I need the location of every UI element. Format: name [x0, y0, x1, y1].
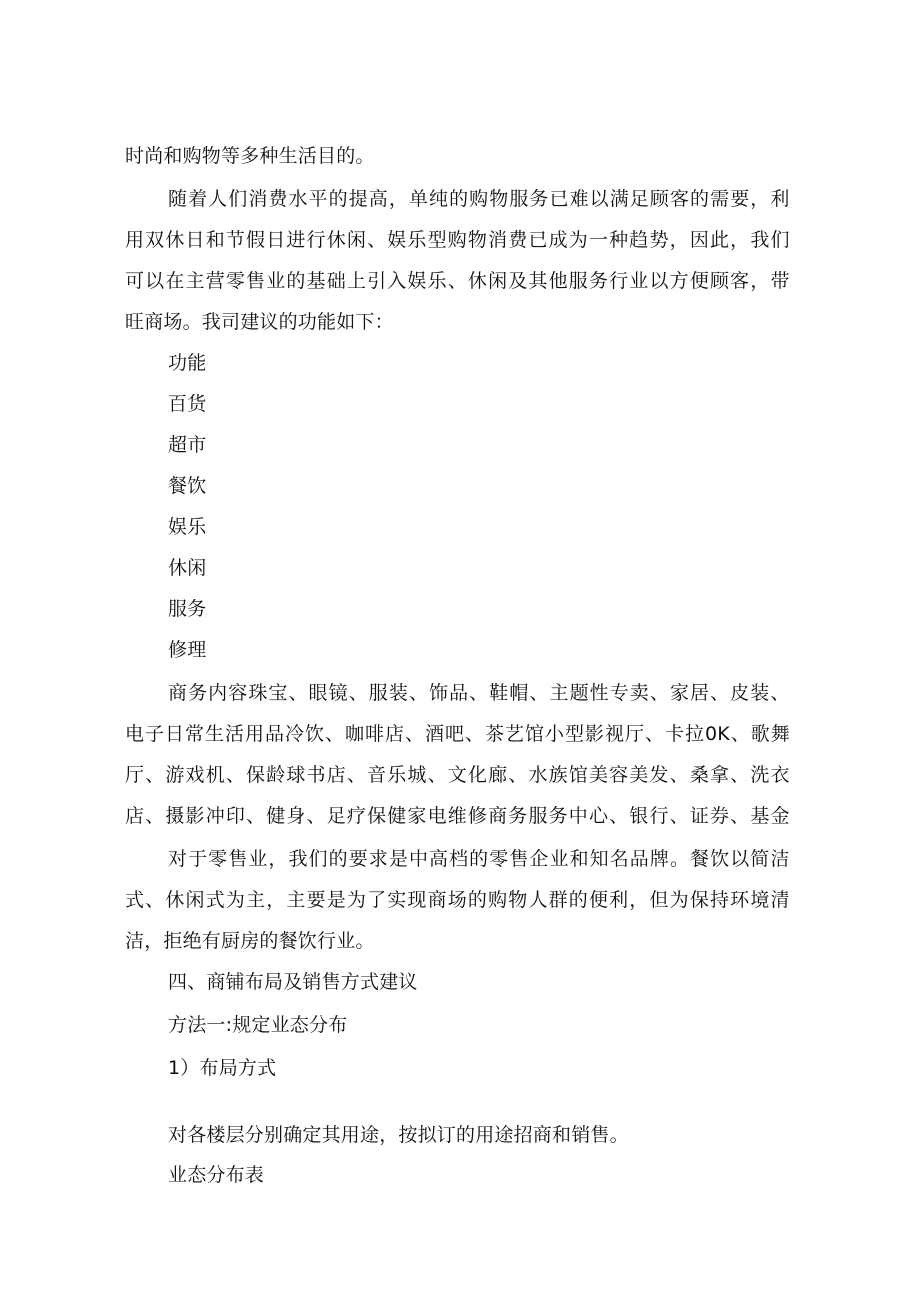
function-item-2: 超市	[168, 434, 207, 456]
layout-item: 1）布局方式	[168, 1057, 277, 1079]
para1-line-4: 旺商场。我司建议的功能如下：	[125, 311, 394, 333]
function-item-5: 休闲	[168, 557, 207, 579]
function-item-4: 娱乐	[168, 516, 207, 538]
section-heading: 四、商铺布局及销售方式建议	[168, 971, 418, 993]
para2-line-2: 电 子 日 常 生 活 用 品 冷 饮 、 咖 啡 店 、 酒 吧 、 茶 艺 馆 小 型 影 视 厅 、 卡 拉 0K 、 歌 舞	[125, 723, 790, 745]
function-item-1: 百货	[168, 393, 207, 415]
para2-line-4: 店 、 摄 影 冲 印 、 健 身 、 足 疗 保 健 家 电 维 修 商 务 服 务 中 心 、 银 行 、 证 券 、 基 金	[125, 805, 790, 827]
function-item-6: 服务	[168, 598, 207, 620]
para3-line-1: 对 于 零 售 业 ， 我 们 的 要 求 是 中 高 档 的 零 售 企 业 和 知 名 品 牌 。 餐 饮 以 简 洁	[168, 848, 790, 870]
function-item-7: 修理	[168, 639, 207, 661]
function-item-0: 功能	[168, 352, 207, 374]
para1-line-1: 随 着 人 们 消 费 水 平 的 提 高 ， 单 纯 的 购 物 服 务 已 难 以 满 足 顾 客 的 需 要 ， 利	[168, 188, 790, 210]
intro-tail-line: 时尚和购物等多种生活目的。	[125, 145, 375, 167]
para2-line-1: 商 务 内 容 珠 宝 、 眼 镜 、 服 装 、 饰 品 、 鞋 帽 、 主 题 性 专 卖 、 家 居 、 皮 装 、	[168, 682, 790, 704]
para2-line-3: 厅 、 游 戏 机 、 保 龄 球 书 店 、 音 乐 城 、 文 化 廊 、 水 族 馆 美 容 美 发 、 桑 拿 、 洗 衣	[125, 764, 790, 786]
table-title: 业态分布表	[168, 1164, 265, 1186]
method-1-heading: 方法一:规定业态分布	[168, 1014, 348, 1036]
function-item-3: 餐饮	[168, 475, 207, 497]
para3-line-3: 洁，拒绝有厨房的餐饮行业。	[125, 930, 375, 952]
para3-line-2: 式 、 休 闲 式 为 主 ， 主 要 是 为 了 实 现 商 场 的 购 物 人 群 的 便 利 ， 但 为 保 持 环 境 清	[125, 889, 790, 911]
para1-line-3: 可 以 在 主 营 零 售 业 的 基 础 上 引 入 娱 乐 、 休 闲 及 其 他 服 务 行 业 以 方 便 顾 客 ， 带	[125, 270, 790, 292]
layout-description: 对各楼层分别确定其用途，按拟订的用途招商和销售。	[168, 1124, 629, 1146]
para1-line-2: 用 双 休 日 和 节 假 日 进 行 休 闲 、 娱 乐 型 购 物 消 费 已 成 为 一 种 趋 势 ， 因 此 ， 我 们	[125, 229, 790, 251]
